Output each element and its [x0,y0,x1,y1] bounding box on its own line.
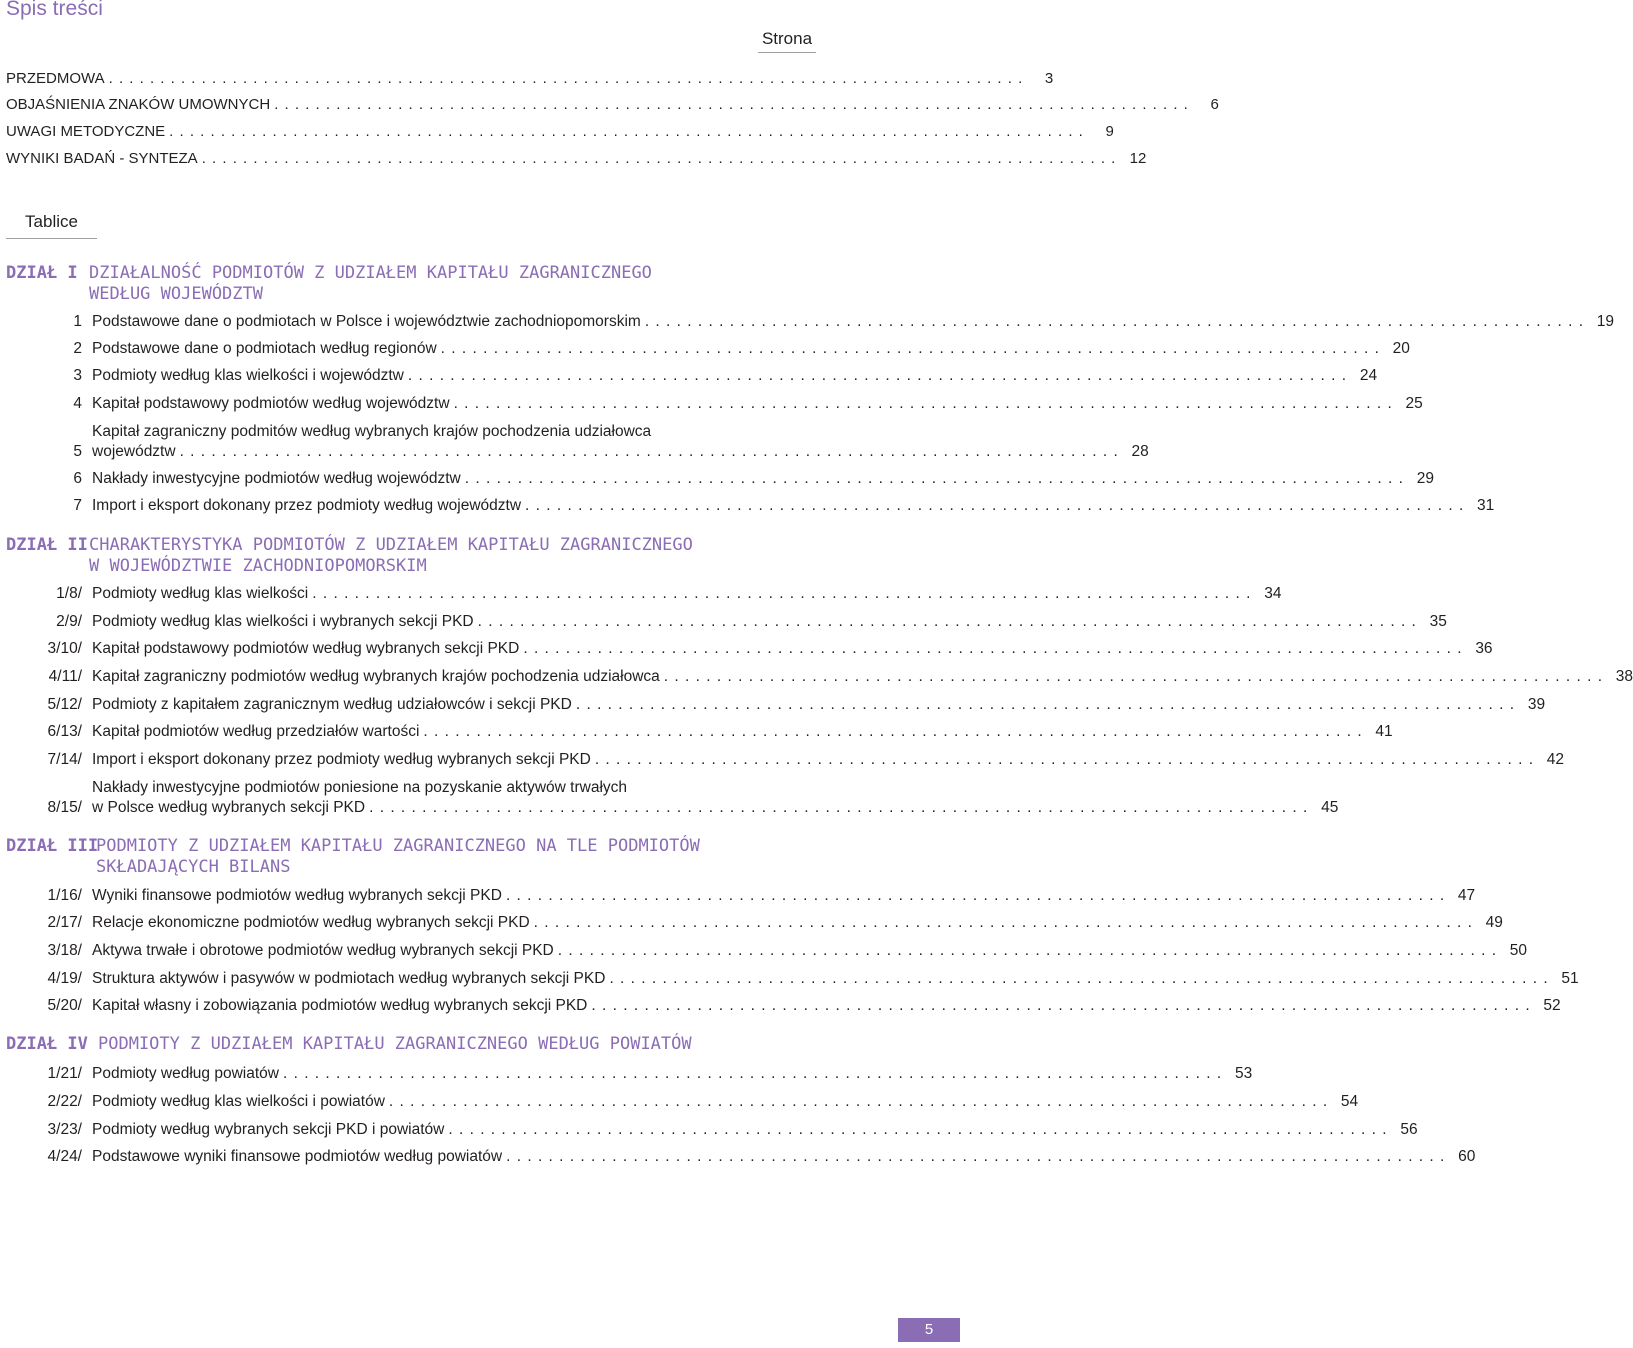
dot-leader: . . . . . . . . . . . . . . . . . . . . . . . . . . . . . . . . . . . . . . . . . . . . . . . . . . . . . . . . . . . . . . . . . . . . . . . . . . . . . . . . . . . . . . . . . [533,914,1473,931]
table-entry-page: 28 [1131,443,1149,460]
table-entry-body [92,913,1473,933]
table-entry-page: 19 [1596,313,1615,330]
table-entry-title: Podmioty według wybranych sekcji PKD i powiatów [92,1121,445,1138]
table-entry[interactable] [6,886,1476,906]
table-entry-page: 51 [1561,970,1579,987]
table-entry-page: 25 [1405,395,1423,412]
dot-leader: . . . . . . . . . . . . . . . . . . . . . . . . . . . . . . . . . . . . . . . . . . . . . . . . . . . . . . . . . . . . . . . . . . . . . . . . . . . . . . . . . . . . . . . . . [312,585,1252,602]
dot-leader: . . . . . . . . . . . . . . . . . . . . . . . . . . . . . . . . . . . . . . . . . . . . . . . . . . . . . . . . . . . . . . . . . . . . . . . . . . . . . . . . . . . . . . . . . [477,613,1417,630]
table-entry-page: 60 [1458,1148,1476,1165]
table-entry-title: Podmioty według klas wielkości [92,585,309,602]
table-entry[interactable] [6,612,1447,632]
table-entry[interactable] [6,422,1149,462]
table-entry-number: 1/21/ [47,1065,82,1082]
toc-entry[interactable] [6,121,1114,143]
section-label: DZIAŁ III [6,836,99,856]
table-entry-page: 41 [1375,723,1393,740]
table-entry-title: Kapitał podstawowy podmiotów według województw [92,395,450,412]
dot-leader: . . . . . . . . . . . . . . . . . . . . . . . . . . . . . . . . . . . . . . . . . . . . . . . . . . . . . . . . . . . . . . . . . . . . . . . . . . . . . . . . . . . . . . . . . [506,1148,1446,1165]
section-title: PODMIOTY Z UDZIAŁEM KAPITAŁU ZAGRANICZNEGO NA TLE PODMIOTÓW SKŁADAJĄCYCH BILANS [96,836,700,877]
table-entry-title: Kapitał własny i zobowiązania podmiotów według wybranych sekcji PKD [92,997,588,1014]
table-entry[interactable] [6,366,1378,386]
table-entry-page: 35 [1429,613,1447,630]
table-entry-title: Nakłady inwestycyjne podmiotów według województw [92,470,461,487]
page-title: Spis treści [6,0,103,20]
dot-leader: . . . . . . . . . . . . . . . . . . . . . . . . . . . . . . . . . . . . . . . . . . . . . . . . . . . . . . . . . . . . . . . . . . . . . . . . . . . . . . . . . . . . . . . . . [169,123,1084,140]
table-entry-number: 4 [73,395,82,412]
table-entry-title: Import i eksport dokonany przez podmioty według województw [92,497,522,514]
table-entry[interactable] [6,339,1410,359]
table-entry-page: 52 [1543,997,1561,1014]
dot-leader: . . . . . . . . . . . . . . . . . . . . . . . . . . . . . . . . . . . . . . . . . . . . . . . . . . . . . . . . . . . . . . . . . . . . . . . . . . . . . . . . . . . . . . . . . [557,942,1497,959]
dot-leader: . . . . . . . . . . . . . . . . . . . . . . . . . . . . . . . . . . . . . . . . . . . . . . . . . . . . . . . . . . . . . . . . . . . . . . . . . . . . . . . . . . . . . . . . . [388,1093,1329,1110]
table-entry-number: 7/14/ [47,751,82,768]
table-entry[interactable] [6,913,1503,933]
dot-leader: . . . . . . . . . . . . . . . . . . . . . . . . . . . . . . . . . . . . . . . . . . . . . . . . . . . . . . . . . . . . . . . . . . . . . . . . . . . . . . . . . . . . . . . . . [505,887,1446,904]
table-entry-page: 36 [1475,640,1493,657]
table-entry-title: Kapitał podstawowy podmiotów według wybranych sekcji PKD [92,640,520,657]
dot-leader: . . . . . . . . . . . . . . . . . . . . . . . . . . . . . . . . . . . . . . . . . . . . . . . . . . . . . . . . . . . . . . . . . . . . . . . . . . . . . . . . . . . . . . . . . [609,970,1549,987]
table-entry-body [92,1147,1445,1167]
dot-leader: . . . . . . . . . . . . . . . . . . . . . . . . . . . . . . . . . . . . . . . . . . . . . . . . . . . . . . . . . . . . . . . . . . . . . . . . . . . . . . . . . . . . . . . . . [274,96,1189,113]
section-label: DZIAŁ II [6,535,88,555]
dot-leader: . . . . . . . . . . . . . . . . . . . . . . . . . . . . . . . . . . . . . . . . . . . . . . . . . . . . . . . . . . . . . . . . . . . . . . . . . . . . . . . . . . . . . . . . . [591,997,1531,1014]
table-entry-title: Podstawowe dane o podmiotach według regionów [92,340,437,357]
table-entry-number: 2 [73,340,82,357]
table-entry-body [92,639,1463,659]
table-entry[interactable] [6,695,1546,715]
table-entry[interactable] [6,394,1423,414]
table-entry-page: 42 [1546,751,1565,768]
table-entry-page: 45 [1321,799,1339,816]
table-entry-text-stack [92,422,1119,462]
table-entry-body [92,667,1603,687]
dot-leader: . . . . . . . . . . . . . . . . . . . . . . . . . . . . . . . . . . . . . . . . . . . . . . . . . . . . . . . . . . . . . . . . . . . . . . . . . . . . . . . . . . . . . . . . . [575,696,1516,713]
table-entry-body [92,778,1308,818]
section-label: DZIAŁ I [6,263,78,283]
page-number-badge: 5 [898,1318,960,1342]
table-entry-number: 7 [73,497,82,514]
table-entry-number: 1 [73,313,82,330]
toc-entry-page: 3 [1044,70,1054,87]
table-entry-number: 3/23/ [47,1121,82,1138]
table-entry-body [92,1092,1328,1112]
table-entry-number: 3/18/ [47,942,82,959]
toc-entry-label: WYNIKI BADAŃ - SYNTEZA [6,150,198,167]
table-entry-page: 39 [1527,696,1546,713]
table-entry[interactable] [6,1147,1476,1167]
table-entry-body [92,996,1531,1016]
table-entry[interactable] [6,1092,1359,1112]
table-entry-title: Nakłady inwestycyjne podmiotów poniesione na pozyskanie aktywów trwałych [92,779,628,796]
table-entry-title: Struktura aktywów i pasywów w podmiotach według wybranych sekcji PKD [92,970,606,987]
table-entry-title-cont: w Polsce według wybranych sekcji PKD [92,799,366,816]
table-entry-number: 2/9/ [56,613,82,630]
table-entry-page: 53 [1234,1065,1253,1082]
table-entry-page: 50 [1509,942,1527,959]
tablice-heading: Tablice [6,212,97,239]
table-entry-title: Podmioty według klas wielkości i województw [92,367,404,384]
table-entry-title: Podmioty według powiatów [92,1065,279,1082]
table-entry-body [92,312,1584,332]
table-entry-body [92,612,1417,632]
table-entry-body [92,496,1464,516]
table-entry[interactable] [6,1064,1253,1084]
toc-entry[interactable] [6,94,1219,116]
section-title: PODMIOTY Z UDZIAŁEM KAPITAŁU ZAGRANICZNEGO WEDŁUG POWIATÓW [98,1034,692,1054]
table-entry[interactable] [6,996,1561,1016]
dot-leader: . . . . . . . . . . . . . . . . . . . . . . . . . . . . . . . . . . . . . . . . . . . . . . . . . . . . . . . . . . . . . . . . . . . . . . . . . . . . . . . . . . . . . . . . . [525,497,1465,514]
dot-leader: . . . . . . . . . . . . . . . . . . . . . . . . . . . . . . . . . . . . . . . . . . . . . . . . . . . . . . . . . . . . . . . . . . . . . . . . . . . . . . . . . . . . . . . . . [407,367,1348,384]
table-entry-number: 1/16/ [47,887,82,904]
table-entry-title: Podmioty według klas wielkości i wybranych sekcji PKD [92,613,474,630]
dot-leader: . . . . . . . . . . . . . . . . . . . . . . . . . . . . . . . . . . . . . . . . . . . . . . . . . . . . . . . . . . . . . . . . . . . . . . . . . . . . . . . . . . . . . . . . . [201,150,1117,167]
table-entry-number: 4/11/ [48,668,82,685]
table-entry-body [92,366,1347,386]
table-entry-body [92,750,1534,770]
table-entry-body [92,722,1363,742]
table-entry-title: Kapitał zagraniczny podmitów według wybranych krajów pochodzenia udziałowca [92,423,652,440]
page-column-header: Strona [758,29,816,53]
table-entry-body [92,1064,1222,1084]
dot-leader: . . . . . . . . . . . . . . . . . . . . . . . . . . . . . . . . . . . . . . . . . . . . . . . . . . . . . . . . . . . . . . . . . . . . . . . . . . . . . . . . . . . . . . . . . [663,668,1604,685]
table-entry-page: 38 [1615,668,1633,685]
table-entry[interactable] [6,941,1527,961]
table-entry[interactable] [6,312,1615,332]
toc-entry-page: 9 [1105,123,1114,140]
table-entry-title: Podmioty według klas wielkości i powiatów [92,1093,385,1110]
table-entry-number: 1/8/ [56,585,82,602]
table-entry-page: 29 [1416,470,1434,487]
table-entry-title: Podstawowe dane o podmiotach w Polsce i województwie zachodniopomorskim [92,313,641,330]
table-entry-title: Relacje ekonomiczne podmiotów według wybranych sekcji PKD [92,914,530,931]
dot-leader: . . . . . . . . . . . . . . . . . . . . . . . . . . . . . . . . . . . . . . . . . . . . . . . . . . . . . . . . . . . . . . . . . . . . . . . . . . . . . . . . . . . . . . . . . [369,799,1309,816]
table-entry-number: 4/19/ [47,970,82,987]
table-entry[interactable] [6,778,1339,818]
table-entry-page: 56 [1400,1121,1418,1138]
table-entry-title: Wyniki finansowe podmiotów według wybranych sekcji PKD [92,887,502,904]
table-entry-title: Import i eksport dokonany przez podmioty według wybranych sekcji PKD [92,751,591,768]
dot-leader: . . . . . . . . . . . . . . . . . . . . . . . . . . . . . . . . . . . . . . . . . . . . . . . . . . . . . . . . . . . . . . . . . . . . . . . . . . . . . . . . . . . . . . . . . [108,70,1024,87]
table-entry-number: 6/13/ [47,723,82,740]
table-entry-title: Kapitał zagraniczny podmiotów według wybranych krajów pochodzenia udziałowca [92,668,660,685]
table-entry-page: 31 [1477,497,1495,514]
dot-leader: . . . . . . . . . . . . . . . . . . . . . . . . . . . . . . . . . . . . . . . . . . . . . . . . . . . . . . . . . . . . . . . . . . . . . . . . . . . . . . . . . . . . . . . . . [448,1121,1388,1138]
dot-leader: . . . . . . . . . . . . . . . . . . . . . . . . . . . . . . . . . . . . . . . . . . . . . . . . . . . . . . . . . . . . . . . . . . . . . . . . . . . . . . . . . . . . . . . . . [282,1065,1223,1082]
table-entry-number: 5/20/ [47,997,82,1014]
section-label: DZIAŁ IV [6,1034,88,1054]
table-entry[interactable] [6,1120,1418,1140]
table-entry-number: 4/24/ [47,1148,82,1165]
table-entry-number: 6 [73,470,82,487]
dot-leader: . . . . . . . . . . . . . . . . . . . . . . . . . . . . . . . . . . . . . . . . . . . . . . . . . . . . . . . . . . . . . . . . . . . . . . . . . . . . . . . . . . . . . . . . . [523,640,1463,657]
dot-leader: . . . . . . . . . . . . . . . . . . . . . . . . . . . . . . . . . . . . . . . . . . . . . . . . . . . . . . . . . . . . . . . . . . . . . . . . . . . . . . . . . . . . . . . . . [594,751,1535,768]
toc-entry-page: 6 [1210,96,1219,113]
table-entry[interactable] [6,639,1493,659]
table-entry-number: 5 [73,443,82,460]
table-entry-title: Podmioty z kapitałem zagranicznym według udziałowców i sekcji PKD [92,696,572,713]
table-entry-body [92,886,1445,906]
table-entry-body [92,1120,1388,1140]
table-entry-page: 24 [1359,367,1378,384]
dot-leader: . . . . . . . . . . . . . . . . . . . . . . . . . . . . . . . . . . . . . . . . . . . . . . . . . . . . . . . . . . . . . . . . . . . . . . . . . . . . . . . . . . . . . . . . . [423,723,1363,740]
section-title: DZIAŁALNOŚĆ PODMIOTÓW Z UDZIAŁEM KAPITAŁU ZAGRANICZNEGO WEDŁUG WOJEWÓDZTW [89,263,652,304]
table-entry-number: 3 [73,367,82,384]
dot-leader: . . . . . . . . . . . . . . . . . . . . . . . . . . . . . . . . . . . . . . . . . . . . . . . . . . . . . . . . . . . . . . . . . . . . . . . . . . . . . . . . . . . . . . . . . [179,443,1119,460]
toc-entry-page: 12 [1129,150,1147,167]
table-entry-body [92,339,1380,359]
table-entry-title: Podstawowe wyniki finansowe podmiotów według powiatów [92,1148,503,1165]
table-entry-body [92,969,1549,989]
dot-leader: . . . . . . . . . . . . . . . . . . . . . . . . . . . . . . . . . . . . . . . . . . . . . . . . . . . . . . . . . . . . . . . . . . . . . . . . . . . . . . . . . . . . . . . . . [440,340,1380,357]
table-entry-title: Aktywa trwałe i obrotowe podmiotów według wybranych sekcji PKD [92,942,554,959]
table-entry-page: 49 [1485,914,1503,931]
table-entry-body [92,422,1119,462]
table-entry[interactable] [6,969,1579,989]
table-entry-number: 3/10/ [47,640,82,657]
toc-entry[interactable] [6,148,1147,170]
toc-entry-label: UWAGI METODYCZNE [6,123,166,140]
table-entry-page: 54 [1340,1093,1359,1110]
table-entry-page: 47 [1457,887,1476,904]
table-entry-page: 20 [1392,340,1410,357]
table-entry-line2 [92,798,1308,818]
table-entry-page: 34 [1264,585,1282,602]
dot-leader: . . . . . . . . . . . . . . . . . . . . . . . . . . . . . . . . . . . . . . . . . . . . . . . . . . . . . . . . . . . . . . . . . . . . . . . . . . . . . . . . . . . . . . . . . [453,395,1393,412]
table-entry-number: 5/12/ [47,696,82,713]
table-entry-title: Kapitał podmiotów według przedziałów wartości [92,723,420,740]
table-entry[interactable] [6,722,1393,742]
table-entry[interactable] [6,667,1633,687]
table-entry-body [92,394,1393,414]
table-entry-number: 2/22/ [47,1093,82,1110]
table-entry-body [92,584,1251,604]
table-entry[interactable] [6,469,1434,489]
table-entry-body [92,469,1404,489]
toc-entry[interactable] [6,68,1054,90]
table-entry-body [92,941,1497,961]
table-entry[interactable] [6,496,1495,516]
toc-entry-label: PRZEDMOWA [6,70,105,87]
table-entry[interactable] [6,584,1282,604]
table-entry-body [92,695,1515,715]
table-entry[interactable] [6,750,1565,770]
dot-leader: . . . . . . . . . . . . . . . . . . . . . . . . . . . . . . . . . . . . . . . . . . . . . . . . . . . . . . . . . . . . . . . . . . . . . . . . . . . . . . . . . . . . . . . . . [464,470,1404,487]
table-entry-text-stack [92,778,1308,818]
table-entry-number: 8/15/ [47,799,82,816]
dot-leader: . . . . . . . . . . . . . . . . . . . . . . . . . . . . . . . . . . . . . . . . . . . . . . . . . . . . . . . . . . . . . . . . . . . . . . . . . . . . . . . . . . . . . . . . . [644,313,1585,330]
toc-entry-label: OBJAŚNIENIA ZNAKÓW UMOWNYCH [6,96,271,113]
table-entry-line2 [92,442,1119,462]
section-title: CHARAKTERYSTYKA PODMIOTÓW Z UDZIAŁEM KAPITAŁU ZAGRANICZNEGO W WOJEWÓDZTWIE ZACHODNIOPOMORSKIM [89,535,693,576]
table-entry-title-cont: województw [92,443,176,460]
table-entry-number: 2/17/ [47,914,82,931]
